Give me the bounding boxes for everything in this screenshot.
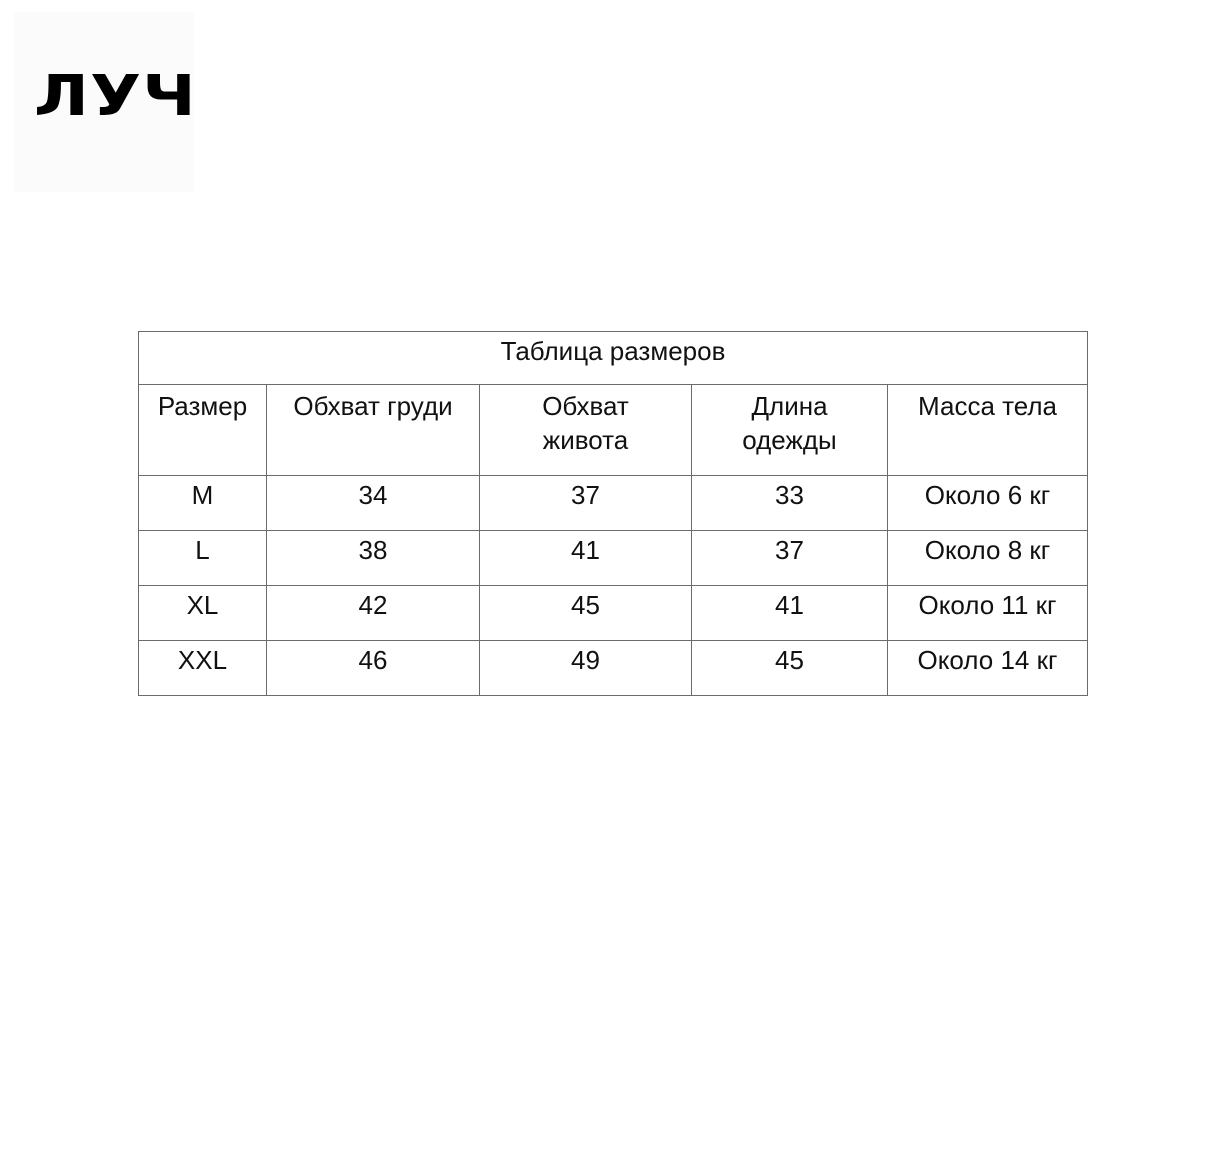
- cell-waist: 41: [480, 531, 692, 586]
- size-chart-table: [138, 331, 1088, 696]
- column-header-waist: [480, 385, 692, 476]
- cell-size: XL: [139, 586, 267, 641]
- table-row: [139, 641, 1088, 696]
- cell-chest: 42: [267, 586, 480, 641]
- column-header-weight: [888, 385, 1088, 476]
- column-header-size: [139, 385, 267, 476]
- table-row: [139, 586, 1088, 641]
- table-row: [139, 476, 1088, 531]
- cell-weight: Около 8 кг: [888, 531, 1088, 586]
- column-header-label: Длина одежды: [742, 391, 837, 455]
- cell-waist: 45: [480, 586, 692, 641]
- table-header-row: [139, 385, 1088, 476]
- column-header-length: [692, 385, 888, 476]
- table-row: [139, 531, 1088, 586]
- cell-weight: Около 6 кг: [888, 476, 1088, 531]
- cell-length: 41: [692, 586, 888, 641]
- cell-weight: Около 14 кг: [888, 641, 1088, 696]
- cell-waist: 49: [480, 641, 692, 696]
- cell-size: M: [139, 476, 267, 531]
- table-caption-row: [139, 332, 1088, 385]
- column-header-label: Масса тела: [918, 391, 1057, 421]
- cell-chest: 34: [267, 476, 480, 531]
- cell-size: L: [139, 531, 267, 586]
- table-title: Таблица размеров: [139, 332, 1088, 385]
- column-header-label: Обхват живота: [542, 391, 629, 455]
- column-header-chest: [267, 385, 480, 476]
- cell-weight: Около 11 кг: [888, 586, 1088, 641]
- column-header-label: Размер: [157, 391, 248, 421]
- logo-text: ЛУЧ: [34, 64, 197, 129]
- cell-length: 37: [692, 531, 888, 586]
- cell-chest: 38: [267, 531, 480, 586]
- cell-waist: 37: [480, 476, 692, 531]
- cell-size: XXL: [139, 641, 267, 696]
- cell-length: 45: [692, 641, 888, 696]
- column-header-label: Обхват груди: [293, 391, 453, 421]
- cell-chest: 46: [267, 641, 480, 696]
- cell-length: 33: [692, 476, 888, 531]
- logo: [14, 12, 197, 192]
